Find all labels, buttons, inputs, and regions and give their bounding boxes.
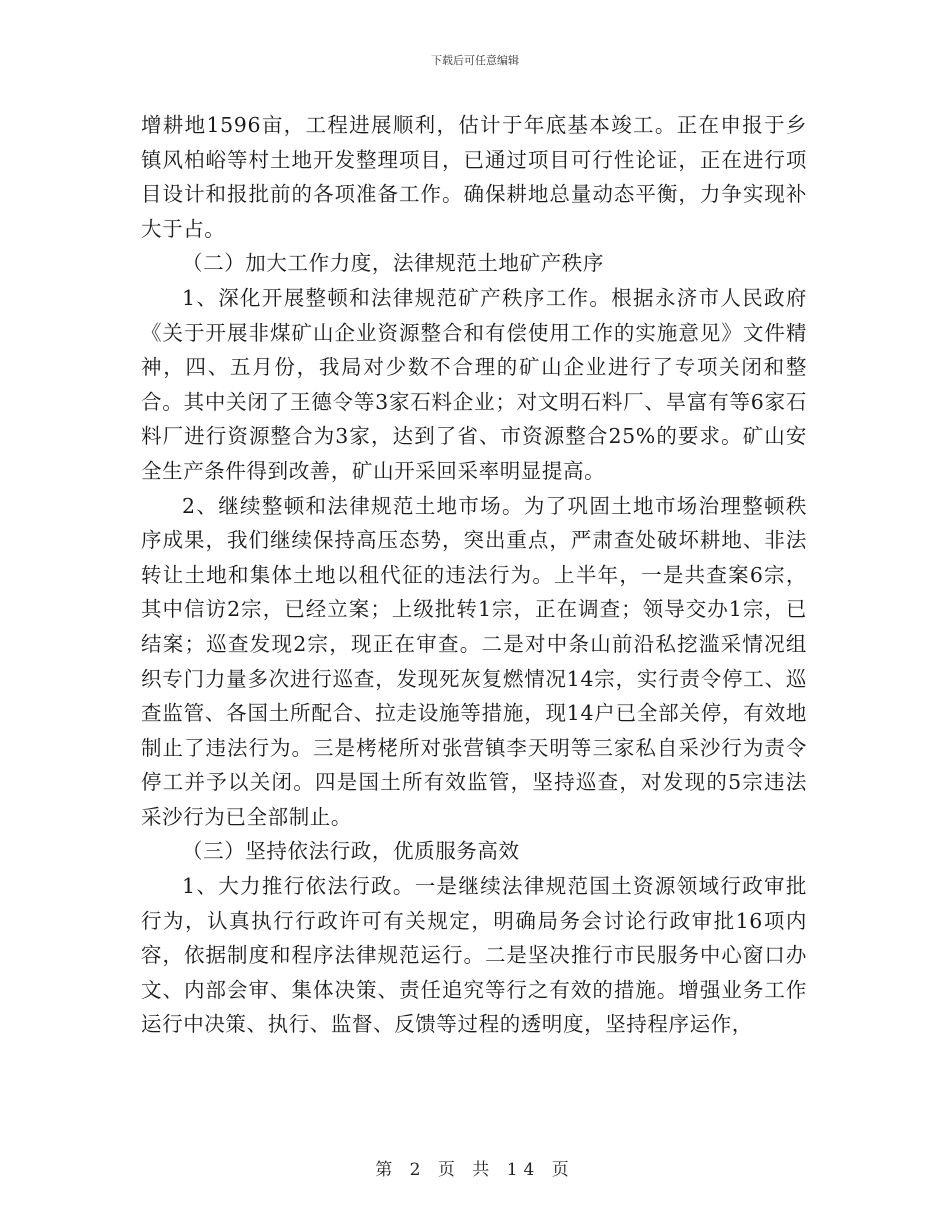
section-heading-2: （二）加大工作力度，法律规范土地矿产秩序 bbox=[182, 251, 604, 276]
paragraph-mineral-order: 1、深化开展整顿和法律规范矿产秩序工作。根据永济市人民政府《关于开展非煤矿山企业资源整合和有偿使用工作的实施意见》文件精神，四、五月份，我局对少数不合理的矿山企业进行了专项关闭和整合。其中关闭了王德令等3家石料企业；对文明石料厂、旱富有等6家石料厂进行资源整合为3家，达到了省、市资源整合25%的要求。矿山安全生产条件得到改善，矿山开采回采率明显提高。 bbox=[141, 285, 807, 483]
paragraph-administration: 1、大力推行依法行政。一是继续法律规范国土资源领域行政审批行为，认真执行行政许可有关规定，明确局务会讨论行政审批16项内容，依据制度和程序法律规范运行。二是坚决推行市民服务中心窗口办文、内部会审、集体决策、责任追究等行之有效的措施。增强业务工作运行中决策、执行、监督、反馈等过程的透明度，坚持程序运作， bbox=[141, 874, 807, 1037]
document-body bbox=[141, 108, 807, 1042]
section-heading-3: （三）坚持依法行政，优质服务高效 bbox=[182, 839, 520, 864]
page-number: 第 2 页 共 14 页 bbox=[375, 1160, 575, 1180]
paragraph-continuation: 增耕地1596亩，工程进展顺利，估计于年底基本竣工。正在申报于乡镇风柏峪等村土地开发整理项目，已通过项目可行性论证，正在进行项目设计和报批前的各项准备工作。确保耕地总量动态平衡，力争实现补大于占。 bbox=[141, 113, 807, 241]
page-header-note: 下载后可任意编辑 bbox=[431, 54, 519, 67]
paragraph-land-market: 2、继续整顿和法律规范土地市场。为了巩固土地市场治理整顿秩序成果，我们继续保持高压态势，突出重点，严肃查处破坏耕地、非法转让土地和集体土地以租代征的违法行为。上半年，一是共查案6宗，其中信访2宗，已经立案；上级批转1宗，正在调查；领导交办1宗，已结案；巡查发现2宗，现正在审查。二是对中条山前沿私挖滥采情况组织专门力量多次进行巡查，发现死灰复燃情况14宗，实行责令停工、巡查监管、各国土所配合、拉走设施等措施，现14户已全部关停，有效地制止了违法行为。三是栲栳所对张营镇李天明等三家私自采沙行为责令停工并予以关闭。四是国土所有效监管，坚持巡查，对发现的5宗违法采沙行为已全部制止。 bbox=[141, 493, 807, 829]
